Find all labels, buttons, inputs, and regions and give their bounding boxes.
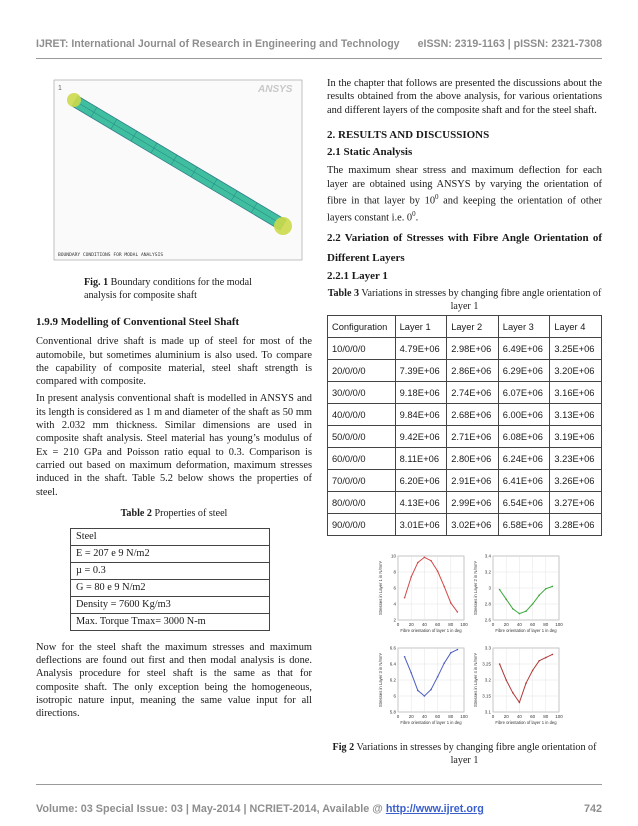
data-point [512,608,514,610]
fig2-charts-svg [376,550,566,734]
x-tick-label: 0 [491,622,495,627]
figure-2 [376,550,566,734]
data-point [457,649,459,651]
data-point [450,602,452,604]
data-point [410,672,412,674]
table3-header-cell: Layer 4 [550,316,602,338]
y-tick-label: 2.8 [484,601,491,607]
y-tick-label: 6.2 [389,677,396,683]
x-axis-label: Fibre orientation of layer 1 in deg [495,628,557,633]
data-point [430,560,432,562]
static-analysis-paragraph [327,164,602,224]
x-tick-label: 20 [503,714,509,719]
table3-cell: 3.20E+06 [550,360,602,382]
fig2-caption [327,741,602,767]
table3-cell: 10/0/0/0 [328,338,396,360]
table3-cell: 2.80E+06 [447,448,499,470]
table3-caption [327,287,602,313]
x-axis-label: Fibre orientation of layer 1 in deg [495,720,557,725]
data-point [519,613,521,615]
data-point [519,702,521,704]
fig1-caption [84,276,284,302]
data-point [552,654,554,656]
table3-caption-label: Table 3 [327,287,360,299]
table2-cell: Steel [71,528,270,545]
table3-cell: 6.29E+06 [498,360,550,382]
paragraph-3: Now for the steel shaft the maximum stresses and maximum deflections are found out first and then modal analysis is done. Analysis procedure for steel shaft is the same as that for composite shaft. The only exception being the homogeneous, isotropic nature input, meaning the same value input for all directions. [36,641,312,720]
table2-cell: G = 80 e 9 N/m2 [71,579,270,596]
x-tick-label: 80 [543,622,549,627]
table-3-stress-variation [327,315,602,536]
data-point [424,695,426,697]
data-point [525,682,527,684]
table3-row [328,514,602,536]
table3-header-cell: Layer 2 [447,316,499,338]
table3-cell: 6.41E+06 [498,470,550,492]
table3-cell: 6.54E+06 [498,492,550,514]
static-analysis-text-b: and keeping the orientation of other layers constant i.e. 0 [327,195,602,224]
table3-cell: 9.42E+06 [395,426,447,448]
table3-cell: 7.39E+06 [395,360,447,382]
y-tick-label: 6 [393,693,396,699]
table3-cell: 3.23E+06 [550,448,602,470]
data-point [443,586,445,588]
y-axis-label: Stresses in Layer 1 in N/mm² [378,561,383,615]
footer-volume: Volume: 03 Special Issue: 03 | May-2014 | NCRIET-2014, Available @ [36,803,386,815]
x-tick-label: 100 [555,714,563,719]
issn: eISSN: 2319-1163 | pISSN: 2321-7308 [417,38,602,50]
x-tick-label: 0 [491,714,495,719]
data-point [545,588,547,590]
table3-cell: 40/0/0/0 [328,404,396,426]
table3-cell: 3.25E+06 [550,338,602,360]
data-point [404,656,406,658]
page-number: 742 [583,803,602,815]
x-tick-label: 100 [555,622,563,627]
fig1-banner: BOUNDARY CONDITIONS FOR MODAL ANALYSIS [58,253,164,258]
table3-cell: 2.86E+06 [447,360,499,382]
figure-1 [36,70,312,266]
y-tick-label: 4 [393,601,396,607]
y-tick-label: 3.2 [484,677,491,683]
intro-paragraph: In the chapter that follows are presented the discussions about the results obtained from the above analysis, for various orientations and different layers of the composite shaft and for the steel shaft. [327,78,602,116]
x-tick-label: 20 [503,622,509,627]
y-tick-label: 6.4 [389,661,396,667]
table3-cell: 6.00E+06 [498,404,550,426]
y-tick-label: 3.2 [484,569,491,575]
table2-caption-label: Table 2 [120,507,152,519]
data-point [450,652,452,654]
data-point [512,692,514,694]
data-point [404,597,406,599]
table3-header-row [328,316,602,338]
section-heading-2: 2. RESULTS AND DISCUSSIONS [327,128,490,141]
chart-panel-1 [378,554,468,634]
chart-panel-3 [378,646,468,726]
table3-cell: 30/0/0/0 [328,382,396,404]
table3-cell: 3.13E+06 [550,404,602,426]
y-tick-label: 2.6 [484,617,491,623]
table2-cell: E = 207 e 9 N/m2 [71,545,270,562]
table3-cell: 6.07E+06 [498,382,550,404]
table3-cell: 9.84E+06 [395,404,447,426]
table3-cell: 2.99E+06 [447,492,499,514]
x-axis-label: Fibre orientation of layer 1 in deg [400,628,462,633]
table3-cell: 9.18E+06 [395,382,447,404]
data-point [532,603,534,605]
table3-cell: 2.91E+06 [447,470,499,492]
static-analysis-text-c: . [415,212,419,224]
data-point [538,594,540,596]
y-tick-label: 8 [393,569,396,575]
journal-link[interactable]: http://www.ijret.org [385,803,484,815]
y-tick-label: 3.1 [484,709,491,715]
degree-sup-1: 0 [435,193,439,202]
chart-panel-2 [473,554,563,634]
ansys-logo: ANSYS [258,84,293,95]
data-point [443,662,445,664]
table2-cell: Density = 7600 Kg/m3 [71,596,270,613]
section-heading-2-2: 2.2 Variation of Stresses with Fibre Angle Orientation of Different Layers [327,231,602,264]
data-point [410,576,412,578]
data-point [437,570,439,572]
data-point [430,689,432,691]
table-2-steel-properties [70,528,270,631]
table3-cell: 6.24E+06 [498,448,550,470]
table3-cell: 4.13E+06 [395,492,447,514]
table2-caption-text: Properties of steel [154,507,228,519]
table2-cell: µ = 0.3 [71,562,270,579]
table3-row [328,470,602,492]
data-point [424,556,426,558]
table3-cell: 80/0/0/0 [328,492,396,514]
table3-cell: 6.20E+06 [395,470,447,492]
table3-cell: 3.01E+06 [395,514,447,536]
left-column [36,70,312,721]
x-tick-label: 20 [408,714,414,719]
y-tick-label: 5.8 [389,709,396,715]
data-point [525,610,527,612]
table3-cell: 20/0/0/0 [328,360,396,382]
running-footer [36,803,602,815]
degree-sup-2: 0 [412,209,416,218]
table3-cell: 8.11E+06 [395,448,447,470]
table3-cell: 6.58E+06 [498,514,550,536]
y-tick-label: 3.15 [482,693,491,699]
table3-cell: 6.49E+06 [498,338,550,360]
y-tick-label: 3 [488,585,491,591]
journal-title: IJRET: International Journal of Research in Engineering and Technology [36,38,400,50]
right-column [327,77,602,313]
table3-cell: 50/0/0/0 [328,426,396,448]
table3-cell: 70/0/0/0 [328,470,396,492]
table2-caption [36,507,312,520]
data-point [538,660,540,662]
x-tick-label: 80 [448,622,454,627]
table3-cell: 2.74E+06 [447,382,499,404]
y-tick-label: 10 [390,553,396,559]
fig2-caption-label: Fig 2 [332,742,355,753]
table3-header-cell: Layer 1 [395,316,447,338]
table3-cell: 2.71E+06 [447,426,499,448]
data-point [552,586,554,588]
y-tick-label: 2 [393,617,396,623]
data-point [545,657,547,659]
x-tick-label: 40 [421,622,427,627]
data-point [417,690,419,692]
table3-caption-text: Variations in stresses by changing fibre angle orientation of layer 1 [361,287,602,312]
data-point [505,598,507,600]
x-tick-label: 40 [421,714,427,719]
table3-cell: 2.68E+06 [447,404,499,426]
x-tick-label: 0 [396,622,400,627]
table3-body [328,338,602,536]
y-tick-label: 3.25 [482,661,491,667]
x-tick-label: 40 [516,622,522,627]
y-axis-label: Stresses in Layer 3 in N/mm² [378,653,383,707]
static-analysis-text-a: The maximum shear stress and maximum deflection for each layer are obtained using ANSYS by varying the orientation of fibre in that layer by 10 [327,165,602,207]
table3-cell: 90/0/0/0 [328,514,396,536]
x-tick-label: 100 [460,622,468,627]
x-tick-label: 60 [435,714,441,719]
y-tick-label: 3.4 [484,553,491,559]
table3-row [328,382,602,404]
y-tick-label: 6 [393,585,396,591]
data-point [437,676,439,678]
table3-header-cell: Configuration [328,316,396,338]
table3-row [328,426,602,448]
data-point [505,679,507,681]
data-point [417,562,419,564]
table3-cell: 4.79E+06 [395,338,447,360]
table3-row [328,492,602,514]
table3-cell: 3.27E+06 [550,492,602,514]
table3-row [328,338,602,360]
fig2-caption-text: Variations in stresses by changing fibre angle orientation of layer 1 [356,742,597,766]
table3-cell: 3.28E+06 [550,514,602,536]
x-tick-label: 40 [516,714,522,719]
y-tick-label: 3.3 [484,645,491,651]
table3-cell: 3.16E+06 [550,382,602,404]
data-point [499,663,501,665]
ansys-shaft-model-image [36,70,312,266]
header-rule [36,58,602,59]
paragraph-1: Conventional drive shaft is made up of steel for most of the automobile, but sometimes aluminium is also used. To compare the capability of composite material, steel shaft strength is compared with composite. [36,336,312,388]
x-tick-label: 100 [460,714,468,719]
paragraph-2: In present analysis conventional shaft is modelled in ANSYS and its length is considered as 1 m and diameter of the shaft as 50 mm with 2.032 mm thickness. Similar dimensions are used in composite shaft analysis. Steel material has young’s modulus of Ex = 210 GPa and Poisson ratio equal to 0.3. Comparison is carried out based on maximum deformation, maximum stresses induced in the shaft. Table 5.2 below shows the properties of steel. [36,393,312,498]
chart-panel-4 [473,646,563,726]
x-tick-label: 60 [530,714,536,719]
data-point [532,670,534,672]
y-axis-label: Stresses in Layer 4 in N/mm² [473,653,478,707]
section-heading-1-9-9: 1.9.9 Modelling of Conventional Steel Shaft [36,316,240,328]
fig1-caption-label: Fig. 1 [84,277,109,288]
x-tick-label: 0 [396,714,400,719]
table3-cell: 6.08E+06 [498,426,550,448]
table2-cell: Max. Torque Tmax= 3000 N-m [71,613,270,630]
section-heading-2-1: 2.1 Static Analysis [327,146,413,159]
fig1-number: 1 [58,85,62,92]
section-heading-2-2-1: 2.2.1 Layer 1 [327,269,388,282]
data-point [457,611,459,613]
fig1-caption-text: Boundary conditions for the modal analysis for composite shaft [84,277,252,301]
x-tick-label: 60 [435,622,441,627]
data-point [499,589,501,591]
table3-row [328,448,602,470]
y-tick-label: 6.6 [389,645,396,651]
table3-cell: 60/0/0/0 [328,448,396,470]
table3-row [328,360,602,382]
table3-row [328,404,602,426]
table3-cell: 3.26E+06 [550,470,602,492]
x-tick-label: 60 [530,622,536,627]
x-tick-label: 80 [448,714,454,719]
table3-cell: 3.19E+06 [550,426,602,448]
table3-cell: 3.02E+06 [447,514,499,536]
table3-header-cell: Layer 3 [498,316,550,338]
table3-cell: 2.98E+06 [447,338,499,360]
x-tick-label: 80 [543,714,549,719]
y-axis-label: Stresses in Layer 2 in N/mm² [473,561,478,615]
x-tick-label: 20 [408,622,414,627]
footer-rule [36,784,602,785]
x-axis-label: Fibre orientation of layer 1 in deg [400,720,462,725]
